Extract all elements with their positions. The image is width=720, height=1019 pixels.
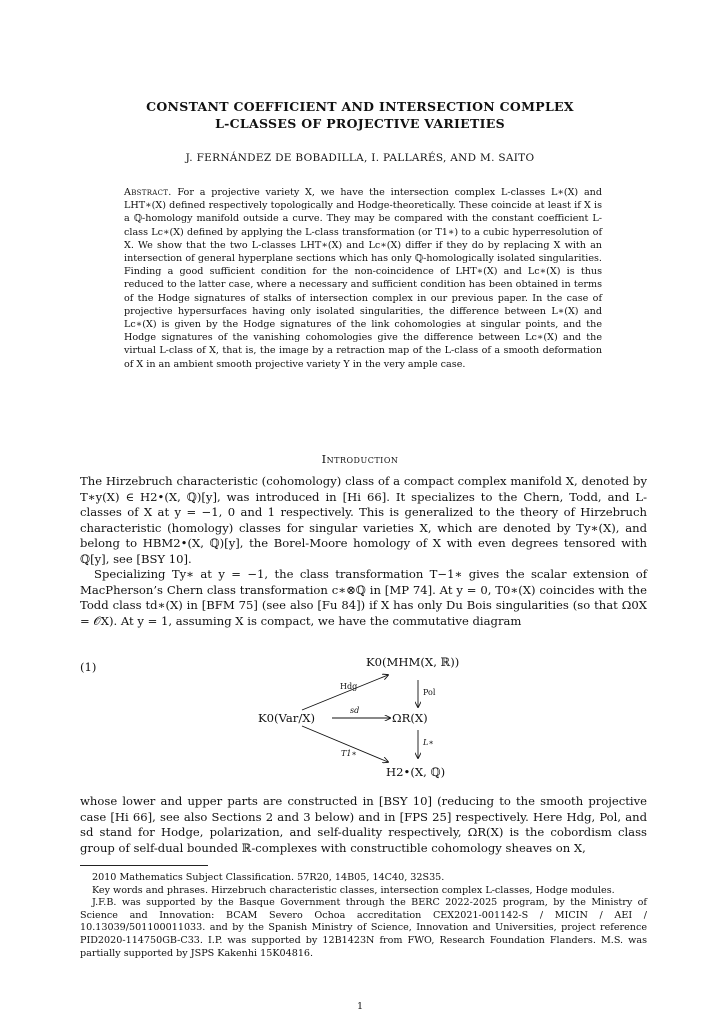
title-line-2: L-CLASSES OF PROJECTIVE VARIETIES	[215, 116, 505, 131]
diagram-node-top: K0(MHM(X, ℝ))	[366, 655, 460, 669]
diagram-node-bottom: H2•(X, ℚ)	[386, 765, 446, 779]
abstract-text: For a projective variety X, we have the intersection complex L-classes L∗(X) and LHT∗(X) defined respectively topologically and Hodge-theoretically. These coincide at least if X is a ℚ-homology manifold outside a curve. They may be compared with the constant coefficient L-class Lc∗(X) defined by applying the L-class transformation (or T1∗) to a cubic hyperresolution of X. We show that the two L-classes LHT∗(X) and Lc∗(X) differ if they do by replacing X with an intersection of general hyperplane sections which has only ℚ-homologically isolated singularities. Finding a good sufficient condition for the non-coincidence of LHT∗(X) and Lc∗(X) is thus reduced to the latter case, where a necessary and sufficient condition has been obtained in terms of the Hodge signatures of stalks of intersection complex in our previous paper. In the case of projective hypersurfaces having only isolated singularities, the difference between L∗(X) and Lc∗(X) is given by the Hodge signatures of the link cohomologies at singular points, and the Hodge signatures of the vanishing cohomologies give the difference between Lc∗(X) and the virtual L-class of X, that is, the image by a retraction map of the L-class of a smooth deformation of X in an ambient smooth projective variety Y in the very ample case.	[124, 187, 602, 370]
diagram-node-left: K0(Var/X)	[258, 711, 316, 725]
author-list: J. FERNÁNDEZ DE BOBADILLA, I. PALLARÉS, AND M. SAITO	[185, 152, 535, 164]
paragraph-text: Specializing Ty∗ at y = −1, the class transformation T−1∗ gives the scalar extension of MacPherson’s Chern class transformation c∗⊗ℚ in [MP 74]. At y = 0, T0∗(X) coincides with the Todd class td∗(X) in [BFM 75] (see also [Fu 84]) if X has only Du Bois singularities (so that Ω0X = 𝒪X). At y = 1, assuming X is compact, we have the commutative diagram	[80, 567, 647, 628]
paper-title	[80, 98, 640, 132]
equation-number: (1)	[80, 660, 97, 674]
l-label: L∗	[423, 738, 434, 747]
section-heading: Introduction	[321, 452, 399, 466]
pol-label: Pol	[423, 688, 436, 697]
hdg-label: Hdg	[340, 682, 358, 691]
abstract-label: Abstract.	[124, 187, 172, 198]
t1-label: T1∗	[341, 749, 357, 758]
footnote-rule	[80, 865, 208, 866]
paragraph-text: whose lower and upper parts are constructed in [BSY 10] (reducing to the smooth projective case [Hi 66], see also Sections 2 and 3 below) and in [FPS 25] respectively. Here Hdg, Pol, and sd stand for Hodge, polarization, and self-duality respectively, ΩR(X) is the cobordism class group of self-dual bounded ℝ-complexes with constructible cohomology sheaves on X,	[80, 794, 647, 855]
diagram-node-middle: ΩR(X)	[392, 711, 428, 725]
footnote-keywords: Key words and phrases. Hirzebruch characteristic classes, intersection complex L-classes, Hodge modules.	[92, 884, 615, 896]
abstract	[124, 186, 602, 371]
footnote-funding: J.F.B. was supported by the Basque Government through the BERC 2022-2025 program, by the Ministry of Science and Innovation: BCAM Severo Ochoa accreditation CEX2021-001142-S / MICIN / AEI / 10.13039/501100011033. and by the Spanish Ministry of Science, Innovation and Universities, project reference PID2020-114750GB-C33. I.P. was supported by 12B1423N from FWO, Research Foundation Flanders. M.S. was partially supported by JSPS Kakenhi 15K04816.	[80, 897, 647, 959]
intro-paragraph-1	[80, 474, 647, 568]
page-number: 1	[356, 1001, 364, 1012]
footnote-msc: 2010 Mathematics Subject Classification. 57R20, 14B05, 14C40, 32S35.	[92, 872, 445, 883]
commutative-diagram	[240, 652, 500, 782]
intro-paragraph-3	[80, 794, 647, 856]
intro-paragraph-2	[80, 567, 647, 629]
hdg-arrow	[302, 675, 388, 710]
paragraph-text: The Hirzebruch characteristic (cohomology) class of a compact complex manifold X, denoted by T∗y(X) ∈ H2•(X, ℚ)[y], was introduced in [Hi 66]. It specializes to the Chern, Todd, and L-classes of X at y = −1, 0 and 1 respectively. This is generalized to the theory of Hirzebruch characteristic (homology) classes for singular varieties X, which are denoted by Ty∗(X), and belong to HBM2•(X, ℚ)[y], the Borel-Moore homology of X with even degrees tensored with ℚ[y], see [BSY 10].	[80, 474, 647, 566]
sd-label: sd	[350, 706, 360, 715]
footnotes	[80, 872, 647, 960]
title-line-1: CONSTANT COEFFICIENT AND INTERSECTION COMPLEX	[146, 99, 574, 114]
